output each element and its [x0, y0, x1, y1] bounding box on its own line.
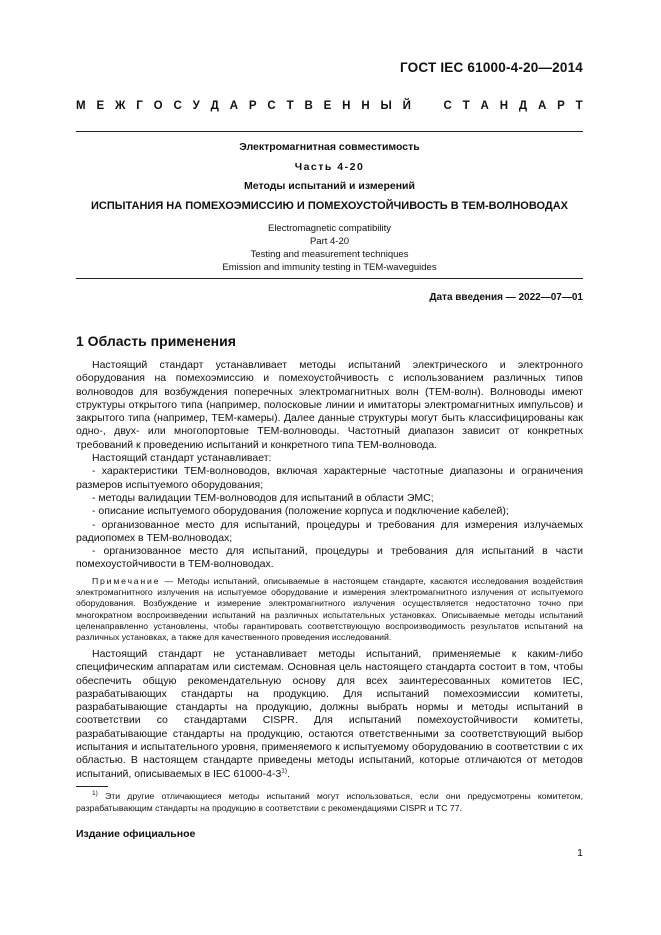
title-rule-bottom [76, 278, 583, 279]
official-edition-label: Издание официальное [76, 828, 196, 840]
standard-kind-letter: Т [286, 100, 294, 112]
standard-kind-letter: С [173, 100, 182, 112]
standard-kind-letter: Д [518, 100, 528, 112]
paragraph-3-text: Настоящий стандарт не устанавливает методы испытаний, применяемые к каким-либо специфическим аппаратам или системам. Основная цель настоящего стандарта состоит в том, чтобы обеспечить общую рекомендательную основу для всех заинтересованных комитетов IEC, разрабатывающих стандарты на продукцию. Для испытаний помехоэмиссии комитеты, разрабатывающие стандарты на продукцию, должны выбрать нормы и методы испытаний в соответствии со стандартами CISPR. Для испытаний помехоустойчивости комитеты, разрабатывающие стандарты на продукцию, остаются ответственными за соответствующий выбор испытания и испытательного уровня, применяемого к испытуемому оборудованию в соответствии с их областью. В настоящем стандарте приведены методы испытаний, которые отличаются от методов испытаний, описываемых в IEC 61000-4-3 [76, 648, 583, 780]
title-ru-line4: ИСПЫТАНИЯ НА ПОМЕХОЭМИССИЮ И ПОМЕХОУСТОЙЧИВОСТЬ В ТЕМ-ВОЛНОВОДАХ [90, 200, 569, 212]
footnote-text: Эти другие отличающиеся методы испытаний могут использоваться, если они предусмотрены комитетом, разрабатывающим стандарты на продукцию в соответствии с рекомендациями CISPR и ТС 77. [76, 791, 583, 813]
section-body-continued [76, 648, 583, 781]
title-ru-line3: Методы испытаний и измерений [244, 180, 415, 192]
standard-kind-letter: С [267, 100, 276, 112]
list-item: - организованное место для испытаний, процедуры и требования для испытаний в части помехоустойчивости в ТЕМ-волноводах. [76, 545, 583, 571]
standard-kind-letter: Е [96, 100, 105, 112]
standard-kind-letter: А [229, 100, 239, 112]
footnote-mark: 1) [92, 790, 98, 798]
list-item: - описание испытуемого оборудования (положение корпуса и подключение кабелей); [92, 505, 509, 518]
list-item: - характеристики ТЕМ-волноводов, включая характерные частотные диапазоны и ограничения размеров испытуемого оборудования; [76, 465, 583, 491]
standard-kind-letter: М [76, 100, 86, 112]
footnote-reference[interactable]: 1) [281, 767, 288, 775]
title-en-line1: Electromagnetic compatibility [267, 223, 392, 234]
title-ru-line1: Электромагнитная совместимость [239, 141, 420, 153]
footnote [76, 791, 583, 814]
standard-kind-letter: Д [210, 100, 219, 112]
section-body [76, 359, 583, 572]
standard-kind-letter: С [443, 100, 452, 112]
standard-kind-letter: Р [248, 100, 257, 112]
title-en-line2: Part 4-20 [309, 236, 350, 247]
note-text: — Методы испытаний, описываемые в настоящем стандарте, касаются исследования воздействия электромагнитного излучения на испытуемое оборудование и измерения электромагнитного излучения от испытуемого оборудования. Возбуждение и измерение электромагнитного излучения осуществляется недостаточно точно при многократном воспроизведении испытаний на различных испытательных установках. Описываемые методы испытаний целенаправленно установлены, чтобы гарантировать соответствующую воспроизводимость результатов испытаний на различных установках, а также для качественного проведения исследований. [76, 576, 583, 643]
section-title: 1 Область применения [76, 333, 236, 349]
standard-kind-letter: А [537, 100, 547, 112]
standard-kind-letter: Н [361, 100, 370, 112]
standard-kind-letter: Е [323, 100, 332, 112]
standard-kind-letter: Н [499, 100, 509, 112]
standard-kind-letter: Ж [114, 100, 126, 112]
introduction-date: Дата введения — 2022—07—01 [429, 292, 583, 303]
note-label: Примечание [92, 576, 161, 586]
title-en-line4: Emission and immunity testing in TEM-waveguides [222, 262, 437, 273]
header-rule-top [76, 131, 583, 132]
standard-kind-letter: Н [342, 100, 351, 112]
page-number: 1 [577, 847, 583, 859]
standard-kind-letter: Т [462, 100, 470, 112]
title-ru-line2: Часть 4-20 [294, 161, 365, 173]
standard-kind-letter: Ы [380, 100, 392, 112]
standard-kind-letter: У [192, 100, 200, 112]
standard-kind-letter: Т [575, 100, 583, 112]
standard-kind-letter: Г [136, 100, 143, 112]
footnote-rule [76, 786, 108, 787]
note-block [76, 576, 583, 643]
list-item: - организованное место для испытаний, процедуры и требования для измерения излучаемых радиопомех в ТЕМ-волноводах; [76, 518, 583, 544]
standard-kind-letter: В [304, 100, 313, 112]
title-en-line3: Testing and measurement techniques [250, 249, 409, 260]
standard-kind-heading [76, 100, 583, 112]
title-en-block [76, 222, 583, 274]
standard-kind-letter: Р [557, 100, 565, 112]
document-identifier: ГОСТ IEC 61000-4-20—2014 [399, 60, 583, 75]
standard-kind-letter: О [153, 100, 163, 112]
standard-kind-letter: Й [402, 100, 411, 112]
paragraph-1: Настоящий стандарт устанавливает методы испытаний электрического и электронного оборудования на помехоэмиссию и помехоустойчивость с использованием различных типов волноводов для возбуждения поперечных электромагнитных волн (ТЕМ-волн). Волноводы имеют структуры открытого типа (например, полосковые линии и имитаторы электромагнитных импульсов) и закрытого типа (например, ТЕМ-камеры). Далее данные структуры могут быть классифицированы как одно-, двух- или многопортовые ТЕМ-волноводы. Частотный диапазон зависит от конкретных требований к проведению испытаний и конкретного типа ТЕМ-волновода. [76, 359, 583, 451]
standard-kind-letter: А [480, 100, 489, 112]
list-item: - методы валидации ТЕМ-волноводов для испытаний в области ЭМС; [92, 491, 434, 504]
paragraph-3-end: . [287, 767, 290, 780]
paragraph-2: Настоящий стандарт устанавливает: [92, 452, 272, 465]
paragraph-3 [76, 648, 583, 781]
